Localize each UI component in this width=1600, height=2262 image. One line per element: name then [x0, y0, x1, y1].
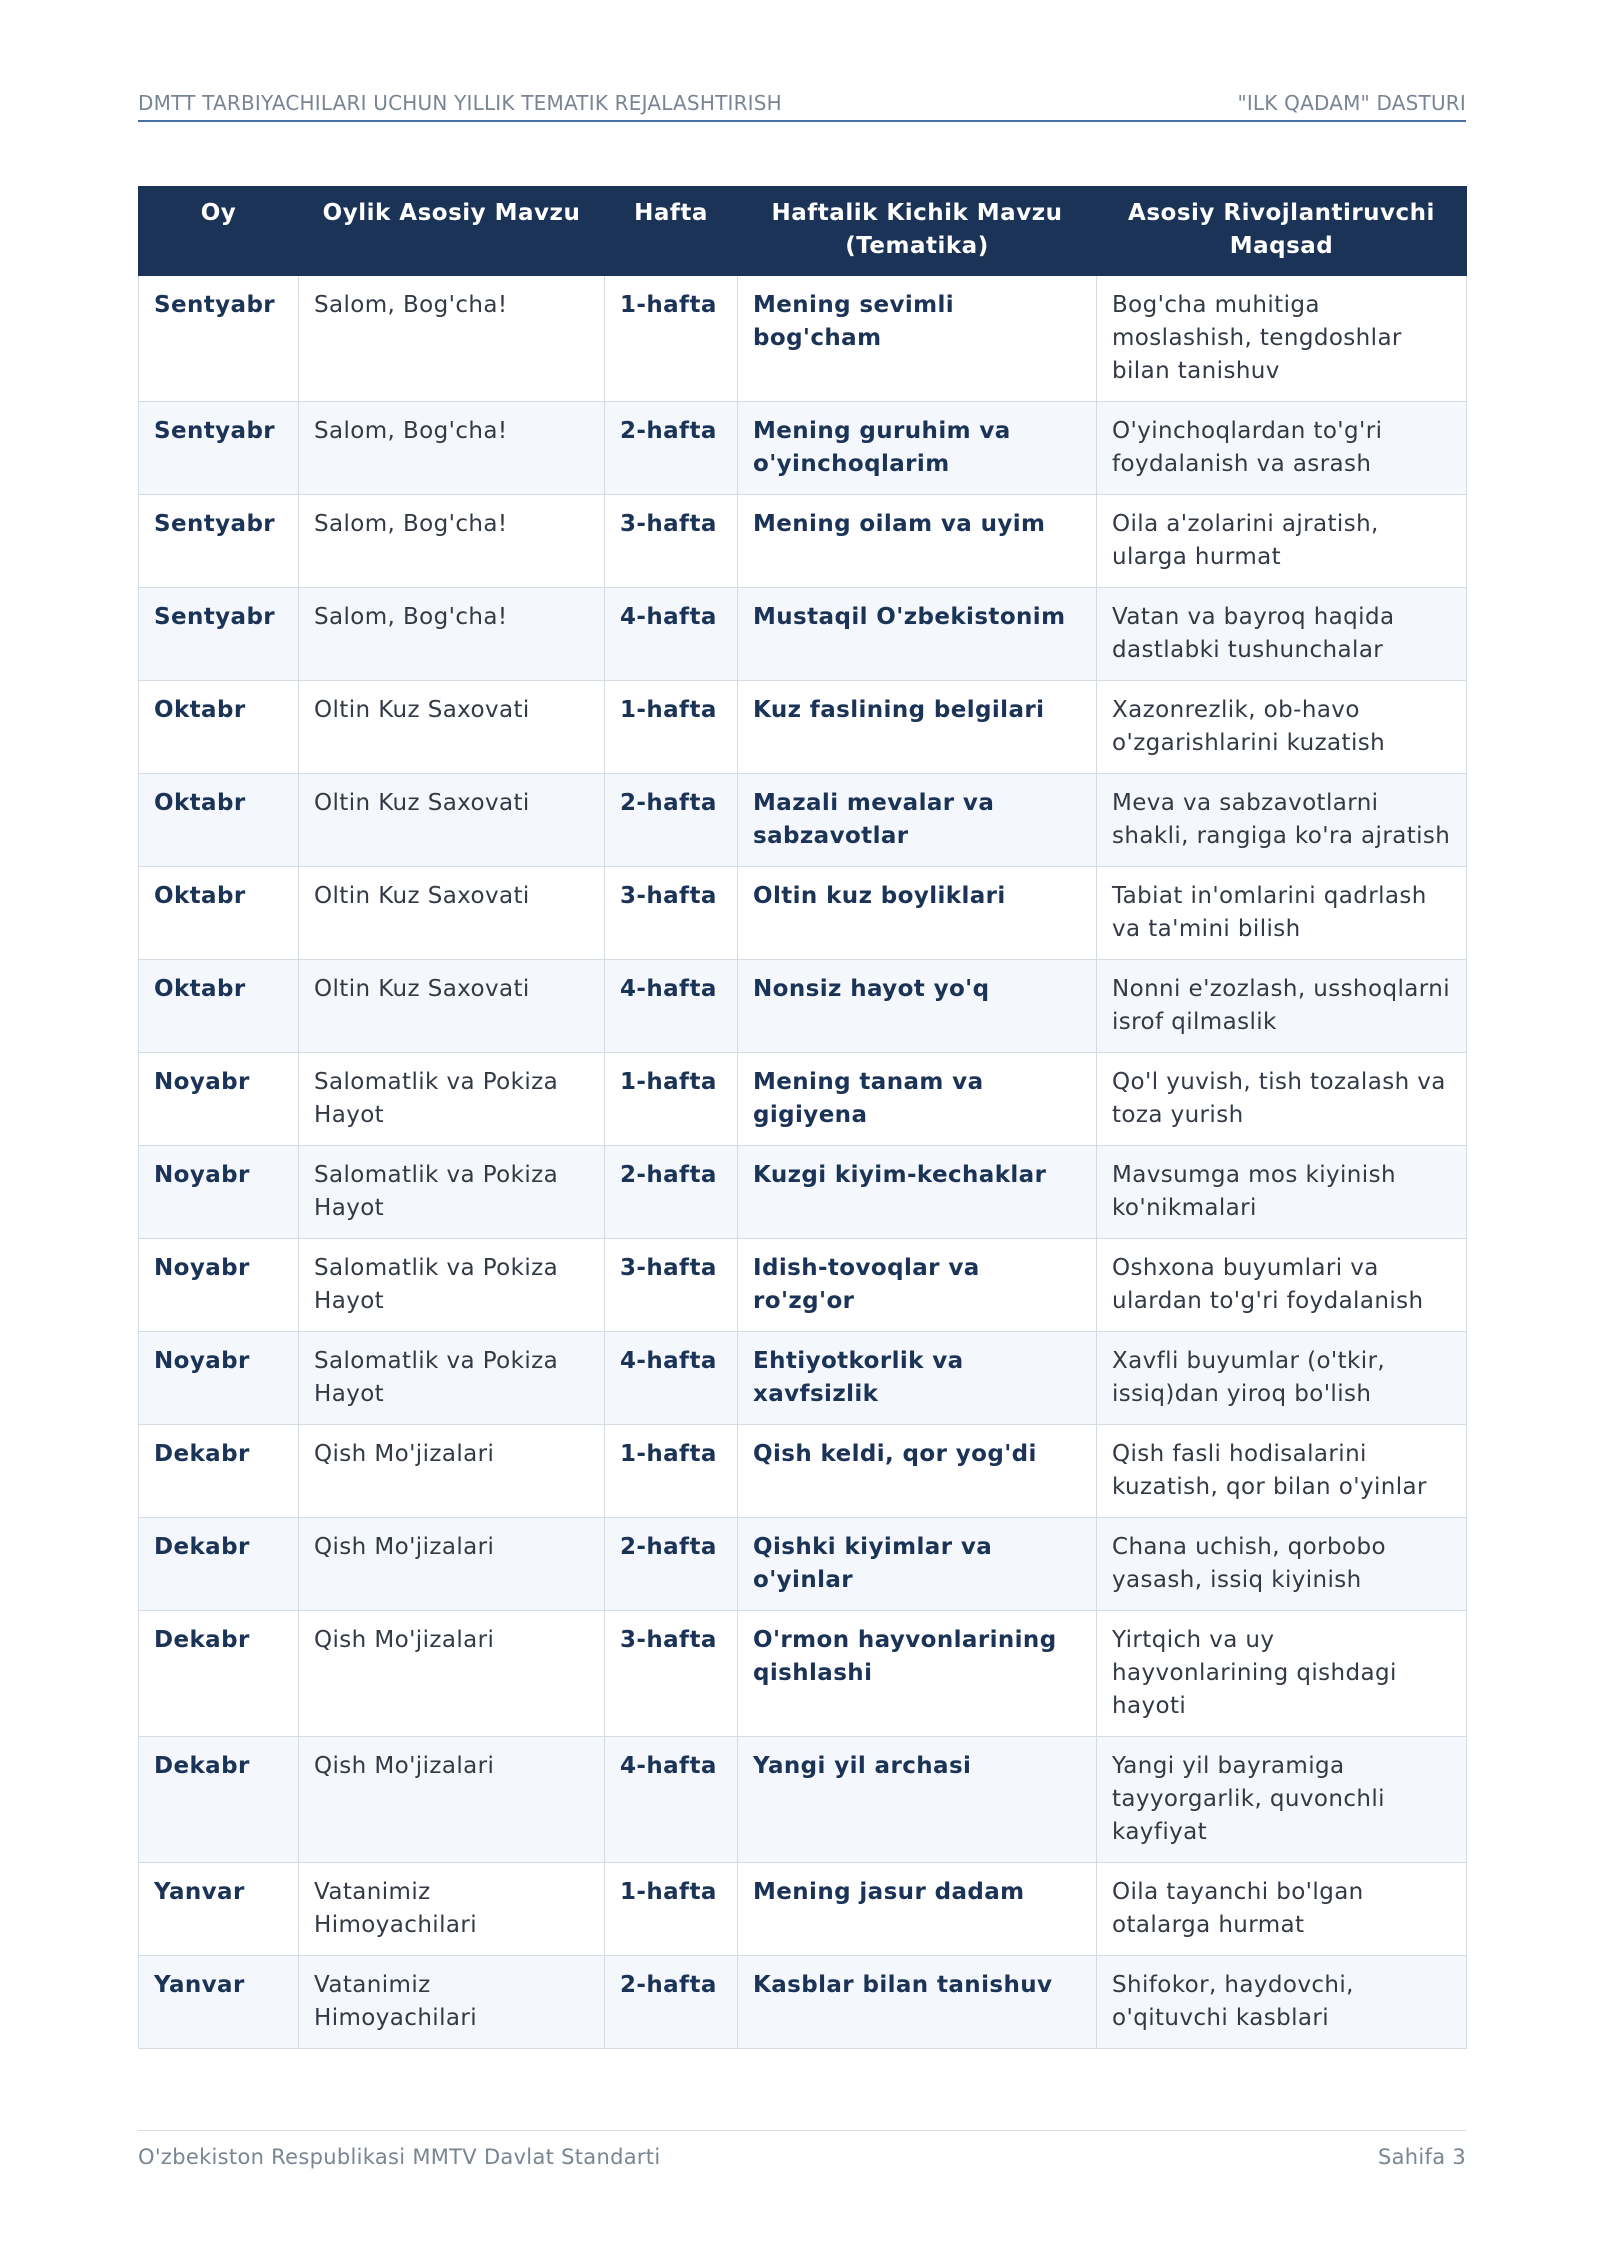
table-row [139, 495, 1467, 588]
table-header-row [139, 187, 1467, 276]
month-cell: Noyabr [139, 1146, 299, 1239]
subtheme-cell: Mustaqil O'zbekistonim [738, 588, 1097, 681]
week-cell: 2-hafta [605, 1956, 738, 2049]
table-row [139, 588, 1467, 681]
table-row [139, 1611, 1467, 1737]
goal-cell: Yangi yil bayramiga tayyorgarlik, quvonchli kayfiyat [1097, 1737, 1467, 1863]
page-header [138, 86, 1466, 122]
column-header-goal: Asosiy Rivojlantiruvchi Maqsad [1097, 187, 1467, 276]
week-cell: 4-hafta [605, 1737, 738, 1863]
subtheme-cell: Ehtiyotkorlik va xavfsizlik [738, 1332, 1097, 1425]
week-cell: 1-hafta [605, 681, 738, 774]
week-cell: 1-hafta [605, 1053, 738, 1146]
table-row [139, 1239, 1467, 1332]
thematic-plan-table [138, 186, 1467, 2049]
table-row [139, 402, 1467, 495]
theme-cell: Qish Mo'jizalari [299, 1425, 605, 1518]
week-cell: 2-hafta [605, 774, 738, 867]
goal-cell: Qish fasli hodisalarini kuzatish, qor bilan o'yinlar [1097, 1425, 1467, 1518]
goal-cell: Yirtqich va uy hayvonlarining qishdagi hayoti [1097, 1611, 1467, 1737]
theme-cell: Salomatlik va Pokiza Hayot [299, 1053, 605, 1146]
week-cell: 4-hafta [605, 1332, 738, 1425]
month-cell: Oktabr [139, 960, 299, 1053]
month-cell: Oktabr [139, 774, 299, 867]
theme-cell: Qish Mo'jizalari [299, 1518, 605, 1611]
month-cell: Yanvar [139, 1956, 299, 2049]
goal-cell: Nonni e'zozlash, usshoqlarni isrof qilmaslik [1097, 960, 1467, 1053]
column-header-month: Oy [139, 187, 299, 276]
month-cell: Sentyabr [139, 588, 299, 681]
theme-cell: Vatanimiz Himoyachilari [299, 1863, 605, 1956]
goal-cell: Oila tayanchi bo'lgan otalarga hurmat [1097, 1863, 1467, 1956]
subtheme-cell: Yangi yil archasi [738, 1737, 1097, 1863]
goal-cell: O'yinchoqlardan to'g'ri foydalanish va asrash [1097, 402, 1467, 495]
table-row [139, 960, 1467, 1053]
goal-cell: Bog'cha muhitiga moslashish, tengdoshlar bilan tanishuv [1097, 276, 1467, 402]
theme-cell: Salom, Bog'cha! [299, 588, 605, 681]
table-row [139, 1956, 1467, 2049]
week-cell: 1-hafta [605, 1425, 738, 1518]
week-cell: 4-hafta [605, 960, 738, 1053]
subtheme-cell: Nonsiz hayot yo'q [738, 960, 1097, 1053]
subtheme-cell: O'rmon hayvonlarining qishlashi [738, 1611, 1097, 1737]
week-cell: 2-hafta [605, 1146, 738, 1239]
theme-cell: Salomatlik va Pokiza Hayot [299, 1239, 605, 1332]
goal-cell: Oshxona buyumlari va ulardan to'g'ri foydalanish [1097, 1239, 1467, 1332]
page-number: Sahifa 3 [1377, 2145, 1466, 2169]
theme-cell: Oltin Kuz Saxovati [299, 774, 605, 867]
theme-cell: Vatanimiz Himoyachilari [299, 1956, 605, 2049]
week-cell: 1-hafta [605, 276, 738, 402]
subtheme-cell: Kuzgi kiyim-kechaklar [738, 1146, 1097, 1239]
week-cell: 3-hafta [605, 1611, 738, 1737]
table-row [139, 1146, 1467, 1239]
table-row [139, 867, 1467, 960]
month-cell: Sentyabr [139, 402, 299, 495]
goal-cell: Oila a'zolarini ajratish, ularga hurmat [1097, 495, 1467, 588]
week-cell: 2-hafta [605, 1518, 738, 1611]
goal-cell: Qo'l yuvish, tish tozalash va toza yurish [1097, 1053, 1467, 1146]
goal-cell: Vatan va bayroq haqida dastlabki tushunchalar [1097, 588, 1467, 681]
goal-cell: Tabiat in'omlarini qadrlash va ta'mini bilish [1097, 867, 1467, 960]
goal-cell: Mavsumga mos kiyinish ko'nikmalari [1097, 1146, 1467, 1239]
table-row [139, 276, 1467, 402]
column-header-theme: Oylik Asosiy Mavzu [299, 187, 605, 276]
header-program: "ILK QADAM" DASTURI [1237, 91, 1466, 115]
goal-cell: Meva va sabzavotlarni shakli, rangiga ko'ra ajratish [1097, 774, 1467, 867]
table-row [139, 1332, 1467, 1425]
subtheme-cell: Kuz faslining belgilari [738, 681, 1097, 774]
week-cell: 3-hafta [605, 1239, 738, 1332]
theme-cell: Oltin Kuz Saxovati [299, 867, 605, 960]
week-cell: 4-hafta [605, 588, 738, 681]
subtheme-cell: Idish-tovoqlar va ro'zg'or [738, 1239, 1097, 1332]
month-cell: Yanvar [139, 1863, 299, 1956]
month-cell: Dekabr [139, 1518, 299, 1611]
month-cell: Oktabr [139, 867, 299, 960]
subtheme-cell: Mening jasur dadam [738, 1863, 1097, 1956]
subtheme-cell: Mening guruhim va o'yinchoqlarim [738, 402, 1097, 495]
footer-standard: O'zbekiston Respublikasi MMTV Davlat Standarti [138, 2145, 661, 2169]
theme-cell: Salomatlik va Pokiza Hayot [299, 1332, 605, 1425]
column-header-subtheme: Haftalik Kichik Mavzu (Tematika) [738, 187, 1097, 276]
theme-cell: Salom, Bog'cha! [299, 276, 605, 402]
subtheme-cell: Mazali mevalar va sabzavotlar [738, 774, 1097, 867]
table-row [139, 1863, 1467, 1956]
goal-cell: Shifokor, haydovchi, o'qituvchi kasblari [1097, 1956, 1467, 2049]
page-footer [138, 2130, 1466, 2169]
week-cell: 3-hafta [605, 495, 738, 588]
month-cell: Dekabr [139, 1425, 299, 1518]
subtheme-cell: Mening sevimli bog'cham [738, 276, 1097, 402]
month-cell: Noyabr [139, 1053, 299, 1146]
goal-cell: Xavfli buyumlar (o'tkir, issiq)dan yiroq bo'lish [1097, 1332, 1467, 1425]
subtheme-cell: Qishki kiyimlar va o'yinlar [738, 1518, 1097, 1611]
theme-cell: Qish Mo'jizalari [299, 1737, 605, 1863]
subtheme-cell: Mening oilam va uyim [738, 495, 1097, 588]
subtheme-cell: Oltin kuz boyliklari [738, 867, 1097, 960]
theme-cell: Oltin Kuz Saxovati [299, 960, 605, 1053]
theme-cell: Salom, Bog'cha! [299, 495, 605, 588]
month-cell: Oktabr [139, 681, 299, 774]
month-cell: Noyabr [139, 1332, 299, 1425]
week-cell: 3-hafta [605, 867, 738, 960]
week-cell: 1-hafta [605, 1863, 738, 1956]
goal-cell: Xazonrezlik, ob-havo o'zgarishlarini kuzatish [1097, 681, 1467, 774]
subtheme-cell: Kasblar bilan tanishuv [738, 1956, 1097, 2049]
column-header-week: Hafta [605, 187, 738, 276]
table-row [139, 1425, 1467, 1518]
table-body [139, 276, 1467, 2049]
theme-cell: Salomatlik va Pokiza Hayot [299, 1146, 605, 1239]
month-cell: Dekabr [139, 1611, 299, 1737]
goal-cell: Chana uchish, qorbobo yasash, issiq kiyinish [1097, 1518, 1467, 1611]
table-row [139, 1053, 1467, 1146]
subtheme-cell: Mening tanam va gigiyena [738, 1053, 1097, 1146]
header-title: DMTT TARBIYACHILARI UCHUN YILLIK TEMATIK REJALASHTIRISH [138, 91, 782, 115]
table-row [139, 1737, 1467, 1863]
table-row [139, 681, 1467, 774]
theme-cell: Qish Mo'jizalari [299, 1611, 605, 1737]
table-row [139, 1518, 1467, 1611]
table-row [139, 774, 1467, 867]
month-cell: Sentyabr [139, 276, 299, 402]
month-cell: Dekabr [139, 1737, 299, 1863]
week-cell: 2-hafta [605, 402, 738, 495]
month-cell: Sentyabr [139, 495, 299, 588]
theme-cell: Salom, Bog'cha! [299, 402, 605, 495]
theme-cell: Oltin Kuz Saxovati [299, 681, 605, 774]
month-cell: Noyabr [139, 1239, 299, 1332]
subtheme-cell: Qish keldi, qor yog'di [738, 1425, 1097, 1518]
